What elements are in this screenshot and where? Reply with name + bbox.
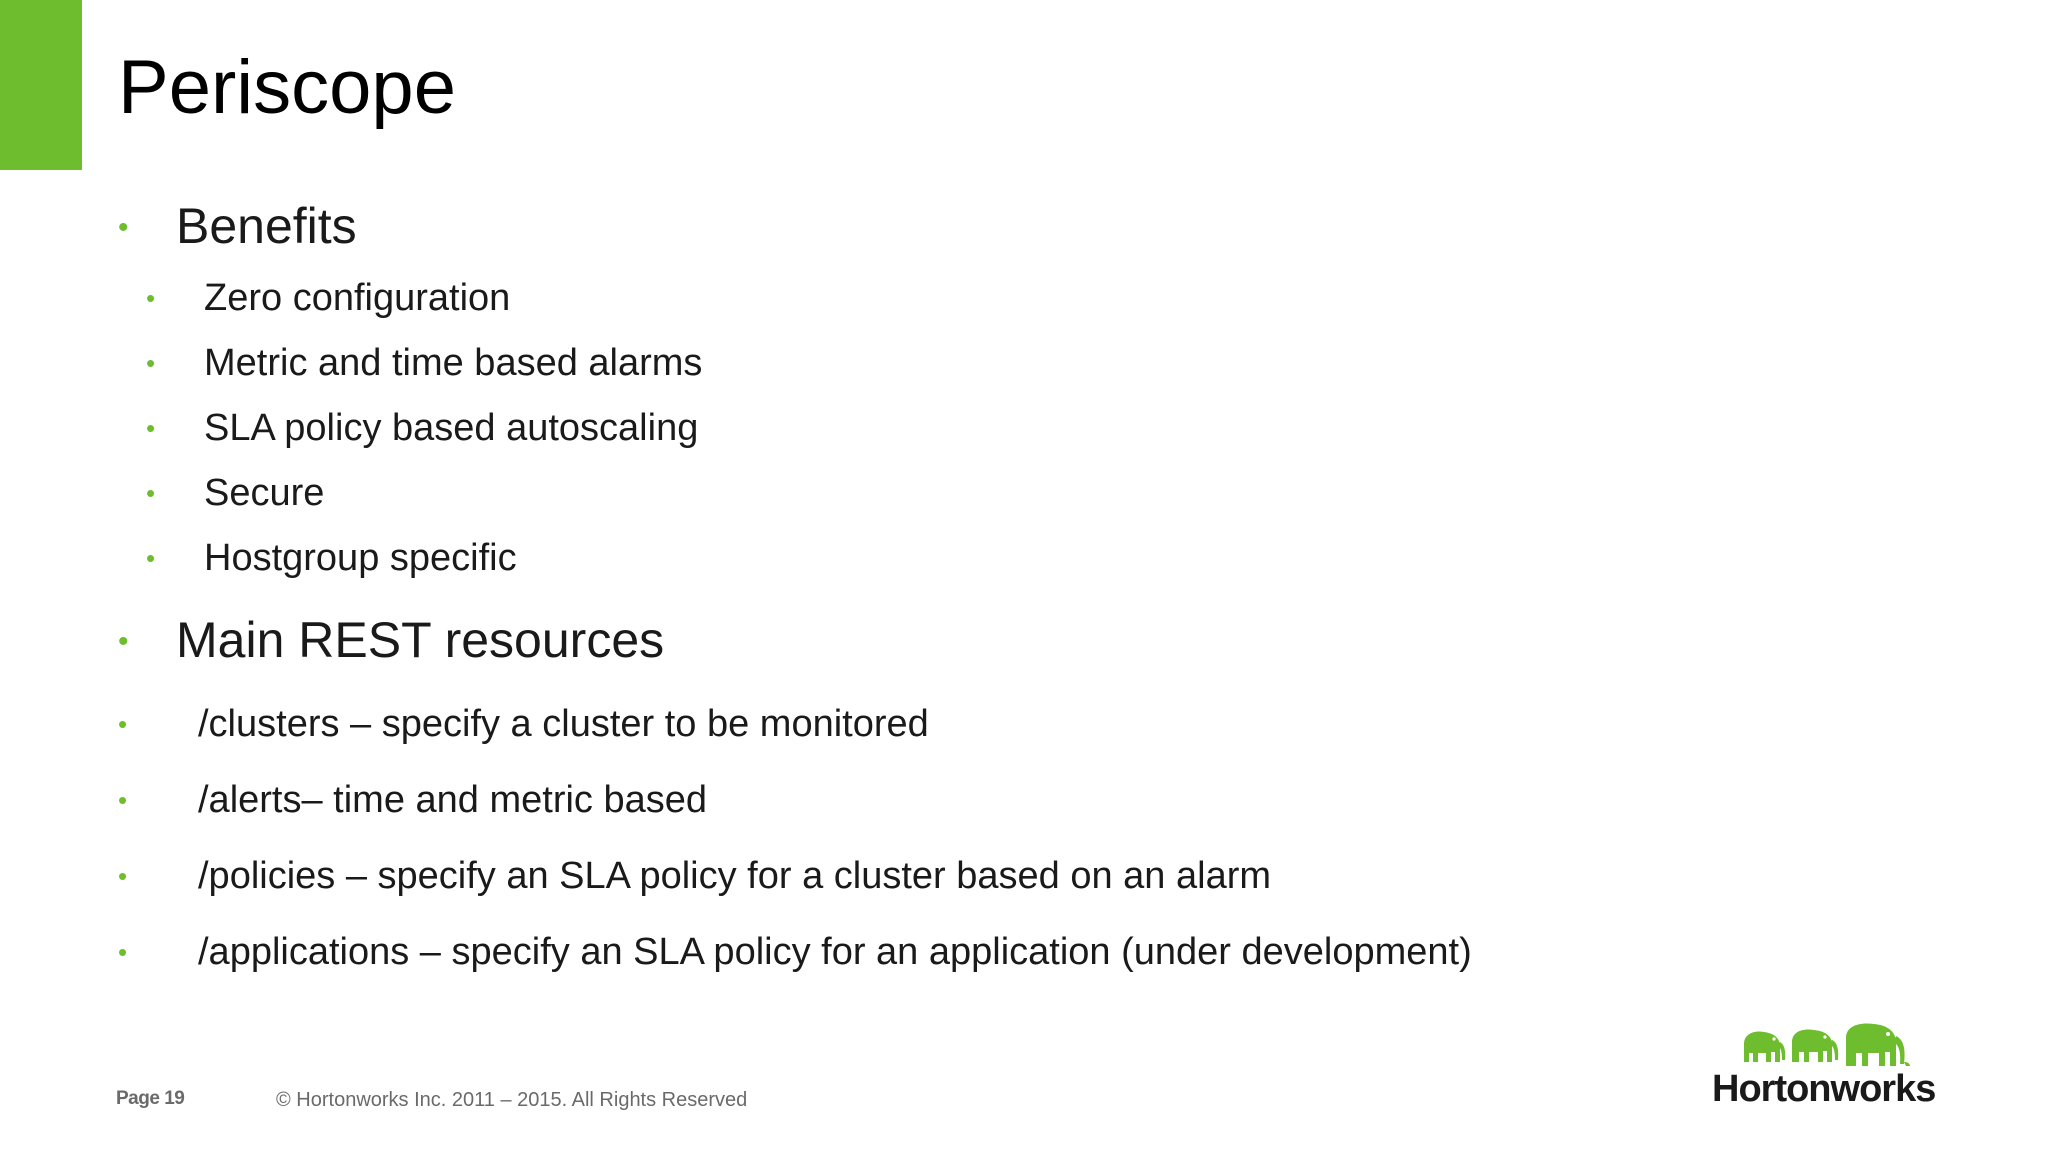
- section-heading-text: Main REST resources: [176, 612, 665, 668]
- bullet-icon: •: [118, 937, 128, 967]
- list-item-text: Zero configuration: [204, 277, 511, 319]
- slide-title: Periscope: [118, 45, 456, 130]
- bullet-icon: •: [146, 543, 156, 573]
- list-item-text: SLA policy based autoscaling: [204, 407, 699, 449]
- bullet-icon: •: [118, 861, 128, 891]
- list-item: [118, 700, 1918, 748]
- hortonworks-logo: [1708, 1022, 1936, 1114]
- page-number: Page 19: [116, 1088, 185, 1109]
- bullet-icon: •: [118, 709, 128, 739]
- list-item: [118, 928, 1918, 976]
- list-item-text: /clusters – specify a cluster to be monitored: [198, 703, 929, 745]
- list-item-text: Metric and time based alarms: [204, 342, 703, 384]
- section-heading-benefits: [118, 196, 1718, 256]
- bullet-icon: •: [146, 413, 156, 443]
- elephant-herd-icon: [1738, 1022, 1920, 1074]
- list-item: [118, 776, 1918, 824]
- list-item-text: /applications – specify an SLA policy for an application (under development): [198, 931, 1472, 973]
- bullet-icon: •: [146, 348, 156, 378]
- list-item: [146, 339, 1746, 387]
- bullet-icon: •: [146, 283, 156, 313]
- section-heading-rest-resources: [118, 610, 1718, 670]
- list-item: [118, 852, 1918, 900]
- list-item-text: Secure: [204, 472, 325, 514]
- bullet-icon: •: [118, 211, 129, 244]
- logo-wordmark: Hortonworks: [1712, 1068, 1936, 1110]
- list-item-text: /alerts– time and metric based: [198, 779, 708, 821]
- list-item: [146, 469, 1746, 517]
- bullet-icon: •: [118, 625, 129, 658]
- copyright-notice: © Hortonworks Inc. 2011 – 2015. All Rights Reserved: [276, 1089, 748, 1111]
- list-item: [146, 534, 1746, 582]
- list-item: [146, 404, 1746, 452]
- list-item-text: /policies – specify an SLA policy for a cluster based on an alarm: [198, 855, 1272, 897]
- section-heading-text: Benefits: [176, 198, 357, 254]
- list-item-text: Hostgroup specific: [204, 537, 517, 579]
- title-accent-bar: [0, 0, 82, 170]
- bullet-icon: •: [118, 785, 128, 815]
- list-item: [146, 274, 1746, 322]
- bullet-icon: •: [146, 478, 156, 508]
